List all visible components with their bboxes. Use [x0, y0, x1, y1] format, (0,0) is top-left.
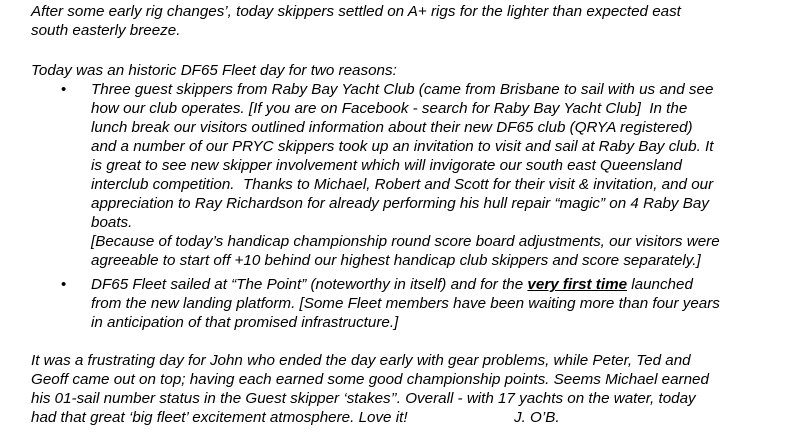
- bullet-icon: •: [61, 276, 67, 293]
- bullet-2-line-1: [91, 276, 693, 295]
- closing-paragraph-line: It was a frustrating day for John who ended the day early with gear problems, while Peter, Ted and: [31, 352, 691, 369]
- bullet-1-line: boats.: [91, 214, 133, 231]
- bullet-1-line: lunch break our visitors outlined information about their new DF65 club (QRYA registered): [91, 119, 693, 136]
- closing-paragraph-line: Geoff came out on top; having each earned some good championship points. Seems Michael earned: [31, 371, 709, 388]
- bullet-1-line: agreeable to start off +10 behind our highest handicap club skippers and score separately.]: [91, 252, 701, 269]
- bullet-1-line: appreciation to Ray Richardson for already performing his hull repair “magic” on 4 Raby Bay: [91, 195, 709, 212]
- bullet-2-text: DF65 Fleet sailed at “The Point” (noteworthy in itself) and for the: [91, 276, 528, 293]
- intro-paragraph-line-1: After some early rig changes’, today skippers settled on A+ rigs for the lighter than expected east: [31, 3, 681, 20]
- bullet-2-line-2: from the new landing platform. [Some Fleet members have been waiting more than four years: [91, 295, 720, 312]
- bullet-1-line: [Because of today’s handicap championship round score board adjustments, our visitors were: [91, 233, 720, 250]
- very-first-time-emphasis: very first time: [527, 276, 628, 293]
- closing-paragraph-line: his 01-sail number status in the Guest skipper ‘stakes’’. Overall - with 17 yachts on the water, today: [31, 390, 696, 407]
- bullet-1-line: how our club operates. [If you are on Facebook - search for Raby Bay Yacht Club] In the: [91, 100, 688, 117]
- bullet-1-line: interclub competition. Thanks to Michael, Robert and Scott for their visit & invitation, and our: [91, 176, 714, 193]
- fleet-day-heading: Today was an historic DF65 Fleet day for two reasons:: [31, 62, 397, 79]
- bullet-1-line: and a number of our PRYC skippers took up an invitation to visit and sail at Raby Bay club. It: [91, 138, 714, 155]
- author-signature: J. O’B.: [514, 409, 560, 426]
- bullet-1-line: is great to see new skipper involvement which will invigorate our south east Queensland: [91, 157, 682, 174]
- bullet-2-text: launched: [627, 276, 693, 293]
- intro-paragraph-line-2: south easterly breeze.: [31, 22, 181, 39]
- bullet-1-line: Three guest skippers from Raby Bay Yacht Club (came from Brisbane to sail with us and see: [91, 81, 714, 98]
- bullet-icon: •: [61, 81, 67, 98]
- bullet-2-line-3: in anticipation of that promised infrastructure.]: [91, 314, 399, 331]
- closing-paragraph-line: had that great ‘big fleet’ excitement atmosphere. Love it!: [31, 409, 408, 426]
